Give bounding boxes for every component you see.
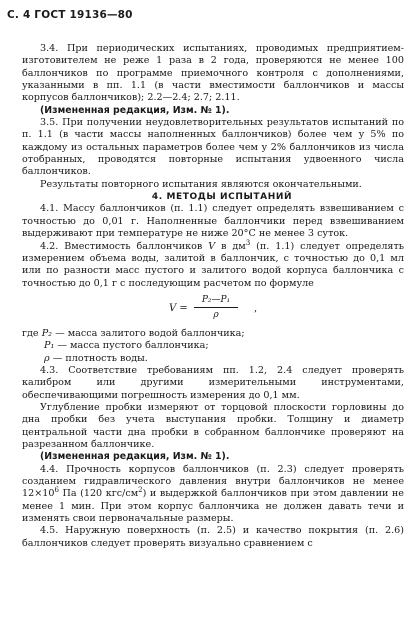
paragraph-4-2 xyxy=(22,238,404,290)
legend-p1-symbol: P₁ xyxy=(44,340,55,352)
amendment-note-2: (Измененная редакция, Изм. № 1). xyxy=(40,451,230,463)
legend-rho-text: — плотность воды. xyxy=(52,352,148,364)
paragraph-4-3: 4.3. Соответствие требованиям пп. 1.2, 2.4 следует проверять калибром или другими измерительными инструментами, обеспечивающими погрешность измерения до 0,1 мм. xyxy=(22,364,404,401)
legend-rho xyxy=(22,353,404,365)
paragraph-4-4-text-a: 4.4. Прочность корпусов баллончиков (п. 2.3) следует проверять созданием гидравлического давления внутри баллончиков не менее 12×10 xyxy=(22,463,404,500)
amendment-note: (Измененная редакция, Изм. № 1). xyxy=(40,104,230,116)
paragraph-3-4: 3.4. При периодических испытаниях, проводимых предприятием-изготовителем не реже 1 раза в 2 года, проверяются не менее 100 баллончиков по программе приемочного контроля с дополнениями, указанными в пп. 1.1 (в части вместимости баллончиков и массы корпусов баллончиков); 2.2—2.4; 2.7; 2.11. xyxy=(22,43,404,104)
page-header: С. 4 ГОСТ 19136—80 xyxy=(7,9,133,21)
formula-fraction xyxy=(194,294,238,322)
legend-p2-symbol: P₂ xyxy=(41,327,52,339)
paragraph-4-5: 4.5. Наружную поверхность (п. 2.5) и качество покрытия (п. 2.6) баллончиков следует проверять визуально сравнением с xyxy=(22,525,404,549)
legend-p2 xyxy=(22,328,404,340)
exponent-superscript: 6 xyxy=(54,486,59,495)
legend-p1-text: — масса пустого баллончика; xyxy=(57,340,209,352)
volume-formula xyxy=(22,294,404,324)
paragraph-4-2-text-b: в дм xyxy=(221,240,246,252)
paragraph-4-4 xyxy=(22,464,404,526)
paragraph-3-5-conclusion: Результаты повторного испытания являются окончательными. xyxy=(40,178,362,190)
paragraph-4-2-text-c: (п. 1.1) следует определять измерением объема воды, залитой в баллончик, с точностью до 0,1 мл или по разности масс пустого и залитого водой корпуса баллончика с точностью до 0,1 г с последующим расчетом по формуле xyxy=(22,240,404,289)
cubic-superscript: 3 xyxy=(245,238,251,247)
volume-symbol: V xyxy=(208,240,216,252)
legend-p1 xyxy=(22,340,404,352)
formula-legend xyxy=(22,328,404,365)
formula-comma: , xyxy=(254,302,258,314)
formula-denominator: ρ xyxy=(213,310,219,321)
document-body xyxy=(22,43,404,550)
legend-where: где xyxy=(22,327,39,339)
paragraph-4-2-text-a: 4.2. Вместимость баллончиков xyxy=(40,240,203,252)
paragraph-4-3-detail: Углубление пробки измеряют от торцовой плоскости горловины до дна пробки без учета выступания пробки. Толщину и диаметр центральной части дна пробки в собранном баллончике проверяют на разрезанном баллончике. xyxy=(22,401,404,450)
formula-numerator: P₂—P₁ xyxy=(194,294,238,308)
paragraph-4-1: 4.1. Массу баллончиков (п. 1.1) следует определять взвешиванием с точностью до 0,01 г. Наполненные баллончики перед взвешиванием выдерживают при температуре не ниже 20°С не менее 3 суток. xyxy=(22,203,404,240)
legend-p2-text: — масса залитого водой баллончика; xyxy=(55,327,245,339)
paragraph-3-5: 3.5. При получении неудовлетворительных результатов испытаний по п. 1.1 (в части массы наполненных баллончиков) более чем у 5% по каждому из остальных параметров более чем у 2% баллончиков из числа отобранных, проводятся повторные испытания удвоенного числа баллончиков. xyxy=(22,117,404,178)
paragraph-4-4-text-c: ) и выдержкой баллончиков при этом давлении не менее 1 мин. При этом корпус баллончика не должен давать течи и изменять свои первоначальные размеры. xyxy=(22,488,404,525)
section-heading: 4. МЕТОДЫ ИСПЫТАНИЙ xyxy=(151,192,293,203)
paragraph-4-4-text-b: Па (120 кгс/см xyxy=(62,488,139,500)
legend-rho-symbol: ρ xyxy=(44,352,50,364)
formula-lhs: V = xyxy=(169,302,188,314)
square-superscript: 2 xyxy=(138,486,143,495)
